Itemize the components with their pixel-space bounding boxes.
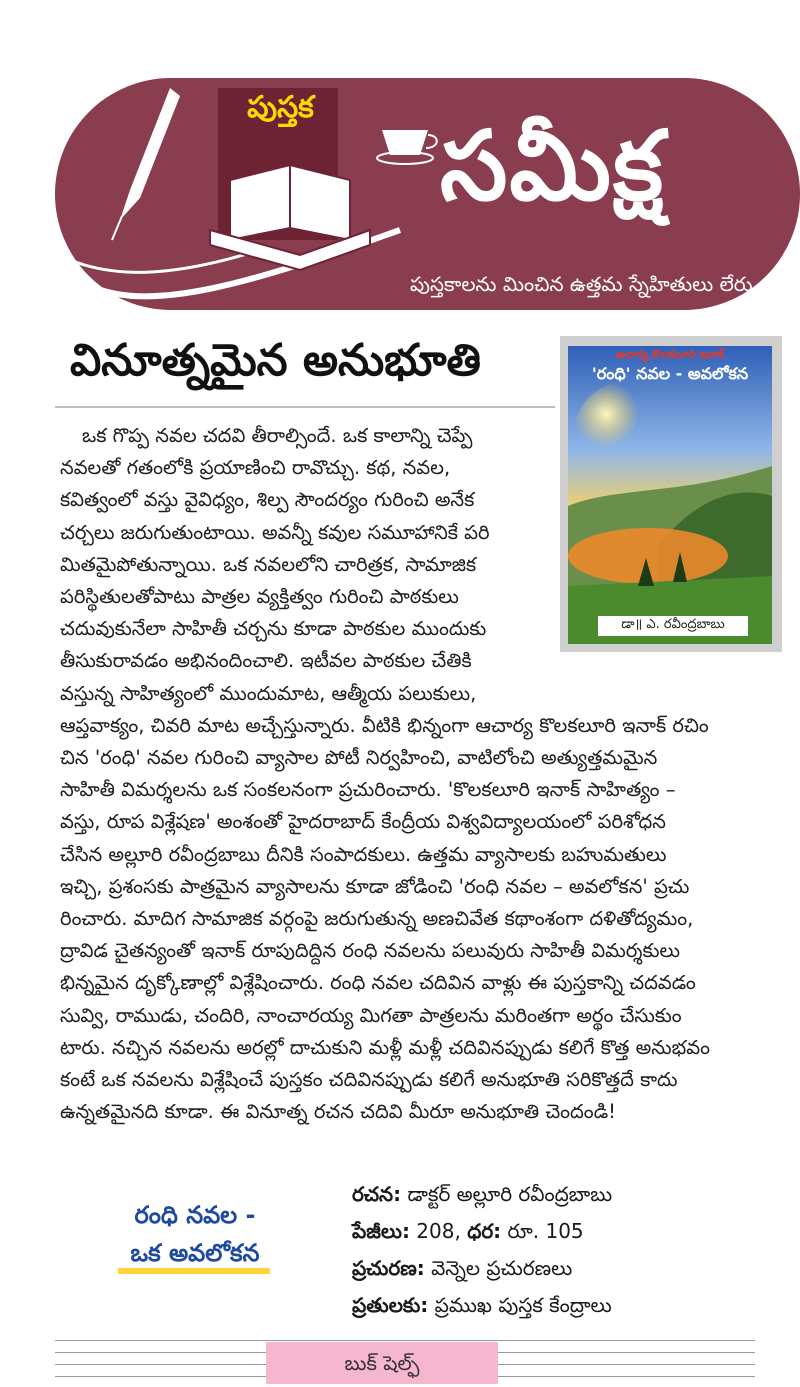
copies-key: ప్రతులకు: — [352, 1293, 429, 1317]
body-line: ఇచ్చి, ప్రశంసకు పాత్రమైన వ్యాసాలను కూడా జోడించి 'రంధి నవల – అవలోకన' ప్రచు — [60, 874, 690, 898]
body-line: చిన 'రంధి' నవల గురించి వ్యాసాల పోటీ నిర్వహించి, వాటిలోంచి అత్యుత్తమమైన — [60, 746, 658, 770]
author-value: డాక్టర్ అల్లూరి రవీంద్రబాబు — [401, 1182, 613, 1206]
cover-series: ఆచార్య కొలకలూరి ఇనాక్ — [615, 348, 725, 361]
headline-divider — [55, 406, 555, 408]
body-line: పరిస్థితులతోపాటు పాత్రల వ్యక్తిత్వం గురించి పాఠకులు — [60, 585, 459, 609]
banner-title: సమీక్ష — [440, 110, 666, 222]
body-line: ద్రావిడ చైతన్యంతో ఇనాక్ రూపుదిద్దిన రంధి నవలను పలువురు సాహితీ విమర్శకులు — [60, 939, 681, 963]
cover-author: డా॥ ఎ. రవీంద్రబాబు — [598, 616, 748, 636]
book-details — [352, 1176, 612, 1324]
book-name-line: ఒక అవలోకన — [130, 1239, 260, 1267]
book-name-underline — [118, 1268, 270, 1274]
pages-row — [352, 1213, 612, 1250]
body-line: నవలతో గతంలోకి ప్రయాణించి రావొచ్చు. కథ, నవల, — [60, 456, 451, 480]
body-line: చదువుకునేలా సాహితీ చర్చను కూడా పాఠకుల ముందుకు — [60, 617, 487, 641]
publisher-key: ప్రచురణ: — [352, 1256, 425, 1280]
cover-title: 'రంధి' నవల - అవలోకన — [591, 364, 749, 383]
copies-row — [352, 1287, 612, 1324]
body-line: చేసిన అల్లూరి రవీంద్రబాబు దీనికి సంపాదకులు. ఉత్తమ వ్యాసాలకు బహుమతులు — [60, 842, 667, 866]
body-line: కవిత్వంలో వస్తు వైవిధ్యం, శిల్ప సౌందర్యం గురించి అనేక — [60, 488, 475, 512]
article-headline: వినూత్నమైన అనుభూతి — [70, 335, 481, 386]
body-line: ఉన్నతమైనది కూడా. ఈ వినూత్న రచన చదివి మీరూ అనుభూతి చెందండి! — [60, 1100, 616, 1124]
footer-rule — [55, 1340, 755, 1341]
body-line: వస్తున్న సాహిత్యంలో ముందుమాట, ఆత్మీయ పలుకులు, — [60, 681, 477, 705]
badge-title: పుస్తక — [247, 90, 314, 125]
pages-key: పేజీలు: — [352, 1219, 410, 1243]
price-value: రూ. 105 — [501, 1219, 584, 1243]
body-line: చర్చలు జరుగుతుంటాయి. అవన్నీ కవుల సమూహానికే పరి — [60, 520, 490, 544]
pages-value: 208, — [409, 1219, 468, 1243]
banner-tagline: పుస్తకాలను మించిన ఉత్తమ స్నేహితులు లేరు — [410, 272, 753, 296]
article-body — [60, 420, 780, 1128]
body-line: వస్తు, రూప విశ్లేషణ' అంశంతో హైదరాబాద్ కేంద్రీయ విశ్వవిద్యాలయంలో పరిశోధన — [60, 810, 666, 834]
book-name — [100, 1196, 290, 1272]
author-row — [352, 1176, 612, 1213]
price-key: ధర: — [467, 1219, 502, 1243]
body-line: భిన్నమైన దృక్కోణాల్లో విశ్లేషించారు. రంధి నవల చదివిన వాళ్లు ఈ పుస్తకాన్ని చదవడం — [60, 971, 696, 995]
body-line: రించారు. మాదిగ సామాజిక వర్గంపై జరుగుతున్న అణచివేత కథాంశంగా దళితోద్యమం, — [60, 907, 694, 931]
body-line: ఆప్తవాక్యం, చివరి మాట అచ్చేస్తున్నారు. వీటికి భిన్నంగా ఆచార్య కొలకలూరి ఇనాక్ రచిం — [60, 713, 709, 737]
publisher-value: వెన్నెల ప్రచురణలు — [424, 1256, 573, 1280]
book-shelf-label: బుక్ షెల్ఫ్ — [266, 1342, 498, 1384]
book-name-line: రంధి నవల - — [134, 1201, 256, 1229]
copies-value: ప్రముఖ పుస్తక కేంద్రాలు — [428, 1293, 612, 1317]
body-line: సాహితీ విమర్శలను ఒక సంకలనంగా ప్రచురించారు. 'కొలకలూరి ఇనాక్ సాహిత్యం – — [60, 778, 676, 802]
body-line: మితమైపోతున్నాయి. ఒక నవలలోని చారిత్రక, సామాజిక — [60, 552, 477, 576]
body-line: టారు. నచ్చిన నవలను అరల్లో దాచుకుని మళ్లీ మళ్లీ చదివినప్పుడు కలిగే కొత్త అనుభవం — [60, 1035, 711, 1059]
author-key: రచన: — [352, 1182, 402, 1206]
publisher-row — [352, 1250, 612, 1287]
body-line: కంటే ఒక నవలను విశ్లేషించే పుస్తకం చదివినప్పుడు కలిగే అనుభూతి సరికొత్తదే కాదు — [60, 1068, 678, 1092]
body-line: తీసుకురావడం అభినందించాలి. ఇటీవల పాఠకుల చేతికి — [60, 649, 472, 673]
body-line: ఒక గొప్ప నవల చదవి తీరాల్సిందే. ఒక కాలాన్ని చెప్పే — [82, 424, 473, 447]
body-line: సువ్వి, రాముడు, చందిరి, నాంచారయ్య మిగతా పాత్రలను మరింతగా అర్థం చేసుకుం — [60, 1003, 682, 1027]
